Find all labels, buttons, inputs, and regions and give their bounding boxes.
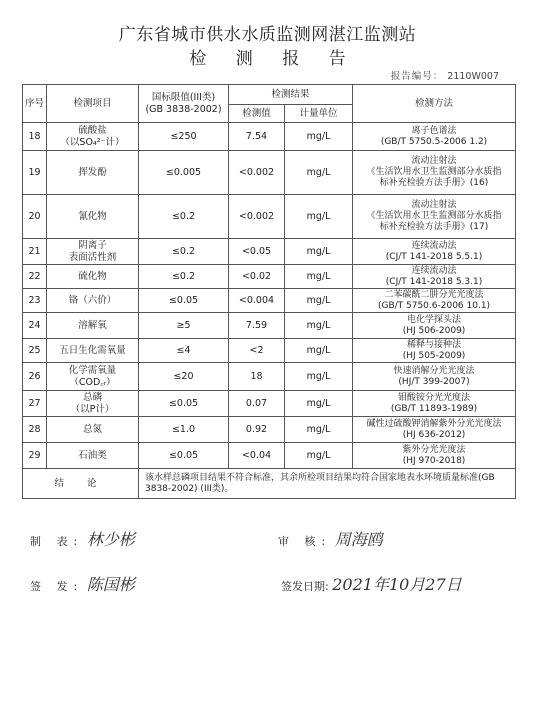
row-method: 离子色谱法 (GB/T 5750.5-2006 1.2) xyxy=(353,123,516,151)
issue-date-value: 2021年10月27日 xyxy=(332,575,462,594)
row-seq: 20 xyxy=(23,195,47,239)
row-unit: mg/L xyxy=(285,289,353,313)
table-row xyxy=(23,265,516,289)
prepared-by xyxy=(30,527,135,550)
row-method: 二苯碳酰二肼分光光度法 (GB/T 5750.6-2006 10.1) xyxy=(353,289,516,313)
row-method: 稀释与接种法 (HJ 505-2009) xyxy=(353,339,516,363)
row-unit: mg/L xyxy=(285,313,353,339)
reviewed-label: 审 核: xyxy=(278,535,332,548)
row-value: <0.002 xyxy=(229,195,285,239)
issue-date-label: 签发日期: xyxy=(281,580,329,593)
issued-signature: 陈国彬 xyxy=(86,575,135,594)
header-seq: 序号 xyxy=(23,85,47,123)
row-unit: mg/L xyxy=(285,363,353,391)
table-row xyxy=(23,289,516,313)
table-row xyxy=(23,313,516,339)
reviewed-by xyxy=(278,527,383,550)
row-limit: ≤0.05 xyxy=(139,289,229,313)
row-item: 总磷 （以P计） xyxy=(47,391,139,417)
prepared-signature: 林少彬 xyxy=(86,530,135,549)
header-value: 检测值 xyxy=(229,105,285,123)
report-title: 检 测 报 告 xyxy=(189,49,358,69)
row-seq: 21 xyxy=(23,239,47,265)
row-value: <0.002 xyxy=(229,151,285,195)
row-seq: 19 xyxy=(23,151,47,195)
row-value: 7.59 xyxy=(229,313,285,339)
row-item: 硫酸盐 （以SO₄²⁻计） xyxy=(47,123,139,151)
header-unit: 计量单位 xyxy=(285,105,353,123)
issued-label: 签 发: xyxy=(30,580,84,593)
row-limit: ≤0.2 xyxy=(139,265,229,289)
row-limit: ≤250 xyxy=(139,123,229,151)
row-seq: 29 xyxy=(23,443,47,469)
table-row xyxy=(23,391,516,417)
row-value: 0.07 xyxy=(229,391,285,417)
row-seq: 18 xyxy=(23,123,47,151)
conclusion-row xyxy=(23,469,516,499)
row-limit: ≤0.05 xyxy=(139,443,229,469)
row-method: 流动注射法 《生活饮用水卫生监测部分水质指 标补充检验方法手册》(17) xyxy=(353,195,516,239)
row-method: 电化学探头法 (HJ 506-2009) xyxy=(353,313,516,339)
header-item: 检测项目 xyxy=(47,85,139,123)
report-number xyxy=(391,68,499,82)
row-item: 化学需氧量 （COD꜀ᵣ） xyxy=(47,363,139,391)
header-limit: 国标限值(III类) (GB 3838-2002) xyxy=(139,85,229,123)
table-row xyxy=(23,443,516,469)
conclusion-text: 该水样总磷项目结果不符合标准，其余所检项目结果均符合国家地表水环境质量标准(GB 3838-2002) (III类)。 xyxy=(139,469,516,499)
report-number-label: 报告编号： xyxy=(390,71,444,82)
row-seq: 25 xyxy=(23,339,47,363)
table-row xyxy=(23,363,516,391)
row-value: <0.02 xyxy=(229,265,285,289)
row-seq: 28 xyxy=(23,417,47,443)
row-value: <0.04 xyxy=(229,443,285,469)
row-item: 总氮 xyxy=(47,417,139,443)
row-value: 7.54 xyxy=(229,123,285,151)
row-method: 连续流动法 (CJ/T 141-2018 5.3.1) xyxy=(353,265,516,289)
issue-date xyxy=(281,572,462,595)
header-result: 检测结果 xyxy=(229,85,353,105)
row-limit: ≤0.05 xyxy=(139,391,229,417)
results-table xyxy=(22,84,516,499)
row-unit: mg/L xyxy=(285,265,353,289)
table-row xyxy=(23,339,516,363)
reviewed-signature: 周海鸥 xyxy=(334,530,383,549)
table-row xyxy=(23,195,516,239)
row-item: 挥发酚 xyxy=(47,151,139,195)
row-method: 碱性过硫酸钾消解紫外分光光度法 (HJ 636-2012) xyxy=(353,417,516,443)
row-unit: mg/L xyxy=(285,339,353,363)
row-unit: mg/L xyxy=(285,391,353,417)
row-item: 硫化物 xyxy=(47,265,139,289)
row-method: 连续流动法 (CJ/T 141-2018 5.5.1) xyxy=(353,239,516,265)
row-limit: ≤1.0 xyxy=(139,417,229,443)
row-unit: mg/L xyxy=(285,239,353,265)
row-value: <0.004 xyxy=(229,289,285,313)
table-row xyxy=(23,239,516,265)
row-value: 0.92 xyxy=(229,417,285,443)
row-limit: ≤0.2 xyxy=(139,195,229,239)
row-method: 快速消解分光光度法 (HJ/T 399-2007) xyxy=(353,363,516,391)
row-limit: ≤0.005 xyxy=(139,151,229,195)
row-seq: 24 xyxy=(23,313,47,339)
org-name: 广东省城市供水水质监测网湛江监测站 xyxy=(118,25,417,45)
row-item: 石油类 xyxy=(47,443,139,469)
row-seq: 22 xyxy=(23,265,47,289)
row-value: 18 xyxy=(229,363,285,391)
report-number-value: 2110W007 xyxy=(447,71,499,82)
row-seq: 27 xyxy=(23,391,47,417)
row-item: 阴离子 表面活性剂 xyxy=(47,239,139,265)
row-seq: 23 xyxy=(23,289,47,313)
row-seq: 26 xyxy=(23,363,47,391)
row-limit: ≤20 xyxy=(139,363,229,391)
conclusion-label: 结 论 xyxy=(23,469,139,499)
table-row xyxy=(23,123,516,151)
row-limit: ≥5 xyxy=(139,313,229,339)
row-item: 氰化物 xyxy=(47,195,139,239)
table-row xyxy=(23,417,516,443)
row-item: 五日生化需氧量 xyxy=(47,339,139,363)
row-unit: mg/L xyxy=(285,195,353,239)
table-row xyxy=(23,151,516,195)
row-unit: mg/L xyxy=(285,443,353,469)
row-limit: ≤0.2 xyxy=(139,239,229,265)
row-item: 溶解氧 xyxy=(47,313,139,339)
row-value: <0.05 xyxy=(229,239,285,265)
row-limit: ≤4 xyxy=(139,339,229,363)
row-method: 紫外分光光度法 (HJ 970-2018) xyxy=(353,443,516,469)
issued-by xyxy=(30,572,135,595)
prepared-label: 制 表: xyxy=(30,535,84,548)
header-method: 检测方法 xyxy=(353,85,516,123)
row-method: 钼酸铵分光光度法 (GB/T 11893-1989) xyxy=(353,391,516,417)
row-unit: mg/L xyxy=(285,123,353,151)
row-unit: mg/L xyxy=(285,417,353,443)
row-value: <2 xyxy=(229,339,285,363)
row-unit: mg/L xyxy=(285,151,353,195)
row-item: 铬（六价） xyxy=(47,289,139,313)
row-method: 流动注射法 《生活饮用水卫生监测部分水质指 标补充检验方法手册》(16) xyxy=(353,151,516,195)
